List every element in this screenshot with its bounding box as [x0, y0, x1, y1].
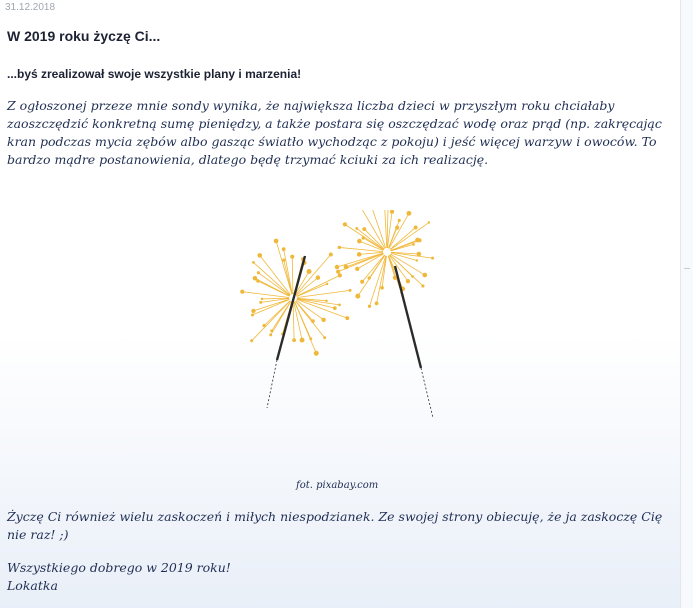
- post-date: 31.12.2018: [5, 2, 56, 13]
- spark-star: [406, 279, 410, 283]
- spark-star: [329, 253, 333, 257]
- spark-ray: [253, 262, 290, 295]
- sparkler-right-tail: [421, 368, 433, 418]
- spark-ray: [284, 260, 292, 294]
- spark-ray: [293, 302, 294, 340]
- spark-star: [251, 309, 255, 313]
- spark-ray: [297, 290, 350, 297]
- spark-star: [415, 238, 420, 243]
- spark-star: [325, 300, 327, 302]
- sparkler-right-burst: [335, 210, 434, 308]
- post-paragraph-wishes: Życzę Ci również wielu zaskoczeń i miłych niespodzianek. Ze swojej strony obiecuję, że ja zaskoczę Cię nie raz! ;): [7, 509, 663, 542]
- spark-star: [270, 329, 273, 332]
- spark-star: [321, 318, 325, 322]
- spark-star: [423, 273, 428, 278]
- spark-star: [282, 247, 286, 251]
- spark-ray: [297, 284, 327, 297]
- spark-star: [368, 305, 371, 308]
- spark-star: [290, 255, 294, 259]
- spark-star: [390, 210, 394, 214]
- spark-star: [344, 265, 349, 270]
- spark-star: [349, 289, 352, 292]
- spark-star: [431, 257, 434, 260]
- spark-star: [250, 339, 253, 342]
- spark-star: [323, 336, 326, 339]
- post-subtitle: ...byś zrealizował swoje wszystkie plany i marzenia!: [7, 67, 302, 81]
- spark-ray: [385, 210, 387, 248]
- spark-ray: [292, 257, 293, 294]
- spark-star: [257, 253, 262, 258]
- spark-star: [282, 259, 285, 262]
- spark-star: [407, 211, 412, 216]
- spark-star: [416, 259, 418, 261]
- spark-star: [316, 275, 320, 279]
- spark-star: [300, 338, 305, 343]
- spark-star: [360, 280, 364, 284]
- spark-star: [412, 243, 415, 246]
- spark-star: [251, 313, 254, 316]
- spark-star: [307, 269, 312, 274]
- post-paragraph-survey: Z ogłoszonej przeze mnie sondy wynika, że największa liczba dzieci w przyszłym roku chciałaby zaoszczędzić konkretną sumę pieniędzy, a także postara się oszczędzać wodę oraz prąd (np. zakręcając kran podczas mycia zębów albo gasząc światło wychodząc z pokoju) i jeść więcej warzyw i owoców. To bardzo mądre postanowienia, dlatego będę trzymać kciuki za ich realizację.: [7, 98, 662, 167]
- spark-ray: [258, 273, 289, 296]
- spark-star: [338, 304, 341, 307]
- spark-star: [362, 227, 366, 231]
- post-title: W 2019 roku życzę Ci...: [7, 28, 161, 44]
- spark-star: [338, 273, 342, 277]
- spark-star: [414, 225, 418, 229]
- spark-star: [333, 306, 337, 310]
- spark-star: [343, 222, 347, 226]
- spark-ray: [296, 300, 323, 320]
- spark-star: [421, 284, 424, 287]
- spark-star: [314, 351, 319, 356]
- spark-star: [355, 294, 360, 299]
- spark-ray: [295, 301, 324, 338]
- post-greeting: Wszystkiego dobrego w 2019 roku!: [7, 560, 231, 575]
- spark-star: [355, 267, 359, 271]
- spark-star: [292, 338, 296, 342]
- spark-star: [259, 301, 262, 304]
- scrollbar[interactable]: [680, 0, 693, 608]
- spark-star: [240, 290, 244, 294]
- spark-star: [417, 252, 422, 257]
- spark-star: [252, 261, 255, 264]
- spark-star: [398, 219, 401, 222]
- spark-ray: [362, 255, 384, 282]
- spark-star: [345, 316, 349, 320]
- spark-star: [338, 246, 341, 249]
- spark-star: [380, 286, 384, 290]
- spark-star: [362, 236, 365, 239]
- spark-star: [428, 221, 430, 223]
- spark-star: [357, 252, 362, 257]
- spark-star: [269, 333, 272, 336]
- spark-star: [375, 301, 379, 305]
- spark-star: [253, 276, 258, 281]
- spark-star: [274, 239, 279, 244]
- spark-star: [355, 227, 358, 230]
- spark-star: [336, 270, 340, 274]
- scrollbar-tick: [684, 268, 690, 269]
- spark-star: [395, 226, 399, 230]
- spark-star: [357, 239, 362, 244]
- sparkler-left-burst: [240, 239, 351, 356]
- spark-star: [261, 298, 264, 301]
- spark-star: [257, 271, 260, 274]
- spark-star: [326, 283, 328, 285]
- sparklers-image: [225, 210, 445, 420]
- sparkler-left-tail: [267, 360, 277, 408]
- spark-ray: [295, 302, 317, 354]
- post-signature: Lokatka: [7, 578, 58, 593]
- spark-star: [335, 265, 339, 269]
- photo-caption: fot. pixabay.com: [296, 480, 379, 491]
